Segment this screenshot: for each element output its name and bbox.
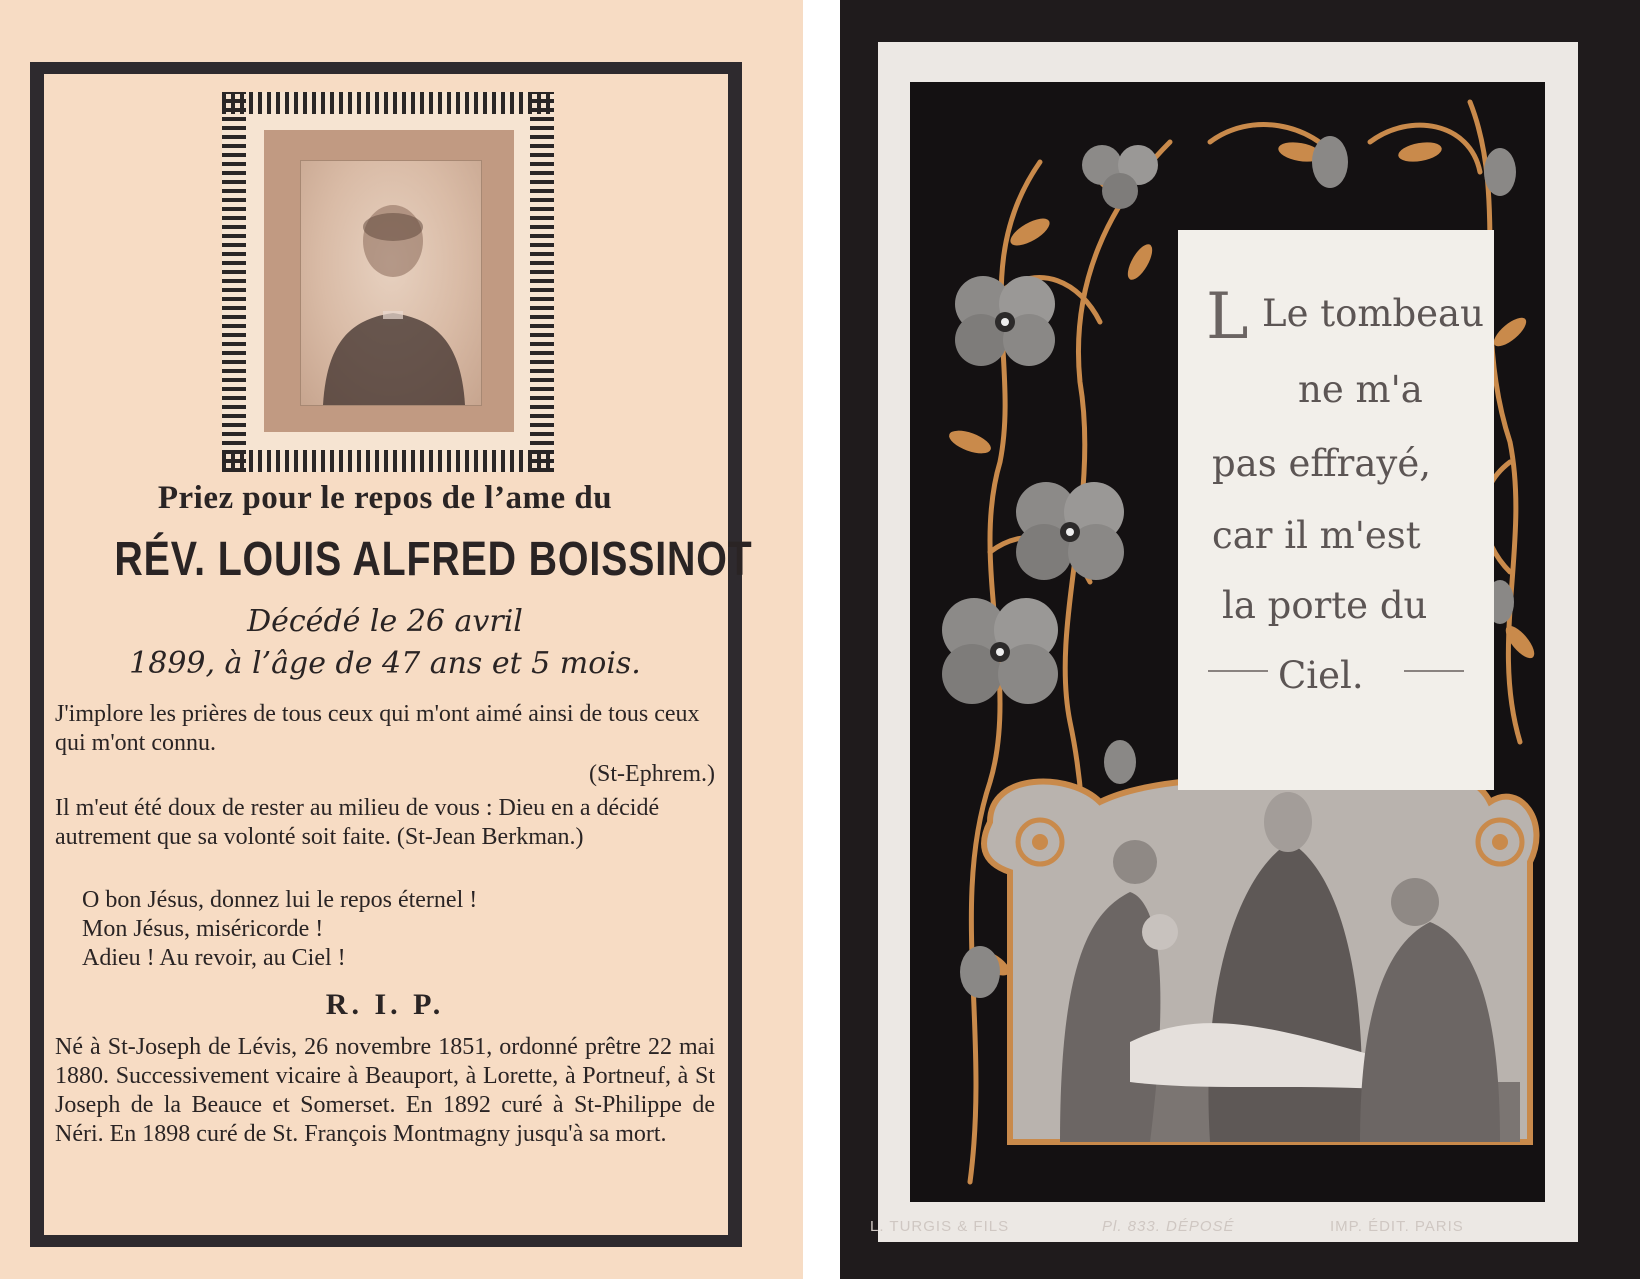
footer-publisher: L. TURGIS & FILS xyxy=(870,1218,1010,1235)
memorial-card-front xyxy=(0,0,803,1279)
footer-plate-number: Pl. 833. DÉPOSÉ xyxy=(1102,1218,1235,1235)
closing-prayer xyxy=(82,886,742,973)
verse-panel xyxy=(1178,230,1494,790)
frame-edge-top xyxy=(222,92,554,114)
prayer-line: O bon Jésus, donnez lui le repos éternel ! xyxy=(82,887,478,913)
frame-edge-left xyxy=(222,92,246,472)
prayer-heading: Priez pour le repos de l’ame du xyxy=(157,480,613,516)
entombment-vignette xyxy=(984,773,1536,1142)
quote-ephrem: J'implore les prières de tous ceux qui m'ont aimé ainsi de tous ceux qui m'ont connu. xyxy=(55,701,700,756)
quote-attribution: (St-Ephrem.) xyxy=(589,761,715,787)
biography: Né à St-Joseph de Lévis, 26 novembre 1851, ordonné prêtre 22 mai 1880. Successivement vicaire à Beauport, à Lorette, à Portneuf, à St Joseph de la Beauce et Somerset. En 1892 curé à St-Philippe de Néri. En 1898 curé de St. François Montmagny jusqu'à sa mort. xyxy=(55,1034,715,1147)
footer-imprint: IMP. ÉDIT. PARIS xyxy=(1330,1218,1464,1235)
verse-line-3: pas effrayé, xyxy=(1212,442,1431,485)
quote-berkman: Il m'eut été doux de rester au milieu de vous : Dieu en a décidé autrement que sa volonté soit faite. (St-Jean Berkman.) xyxy=(55,795,660,850)
rip-text: R. I. P. xyxy=(325,988,445,1021)
priest-portrait xyxy=(301,161,481,405)
death-date-line: Décédé le 26 avril xyxy=(247,604,523,639)
deceased-name: RÉV. LOUIS ALFRED BOISSINOT xyxy=(114,533,753,586)
verse-line-4: car il m'est xyxy=(1212,514,1421,557)
verse-line-1: Le tombeau xyxy=(1262,292,1484,335)
verse-line-2: ne m'a xyxy=(1298,368,1423,411)
death-age-line: 1899, à l’âge de 47 ans et 5 mois. xyxy=(129,646,641,681)
portrait-photo xyxy=(300,160,482,406)
portrait-frame xyxy=(222,92,554,472)
ornament-left xyxy=(1208,670,1268,672)
prayer-line: Mon Jésus, miséricorde ! xyxy=(82,916,324,942)
verse-line-6: Ciel. xyxy=(1278,654,1364,697)
frame-edge-right xyxy=(530,92,554,472)
verse-line-5: la porte du xyxy=(1222,584,1428,627)
frame-edge-bottom xyxy=(222,450,554,472)
photo-mount xyxy=(264,130,514,432)
prayer-line: Adieu ! Au revoir, au Ciel ! xyxy=(82,945,346,971)
verse-initial: L xyxy=(1206,280,1249,354)
ornament-right xyxy=(1404,670,1464,672)
